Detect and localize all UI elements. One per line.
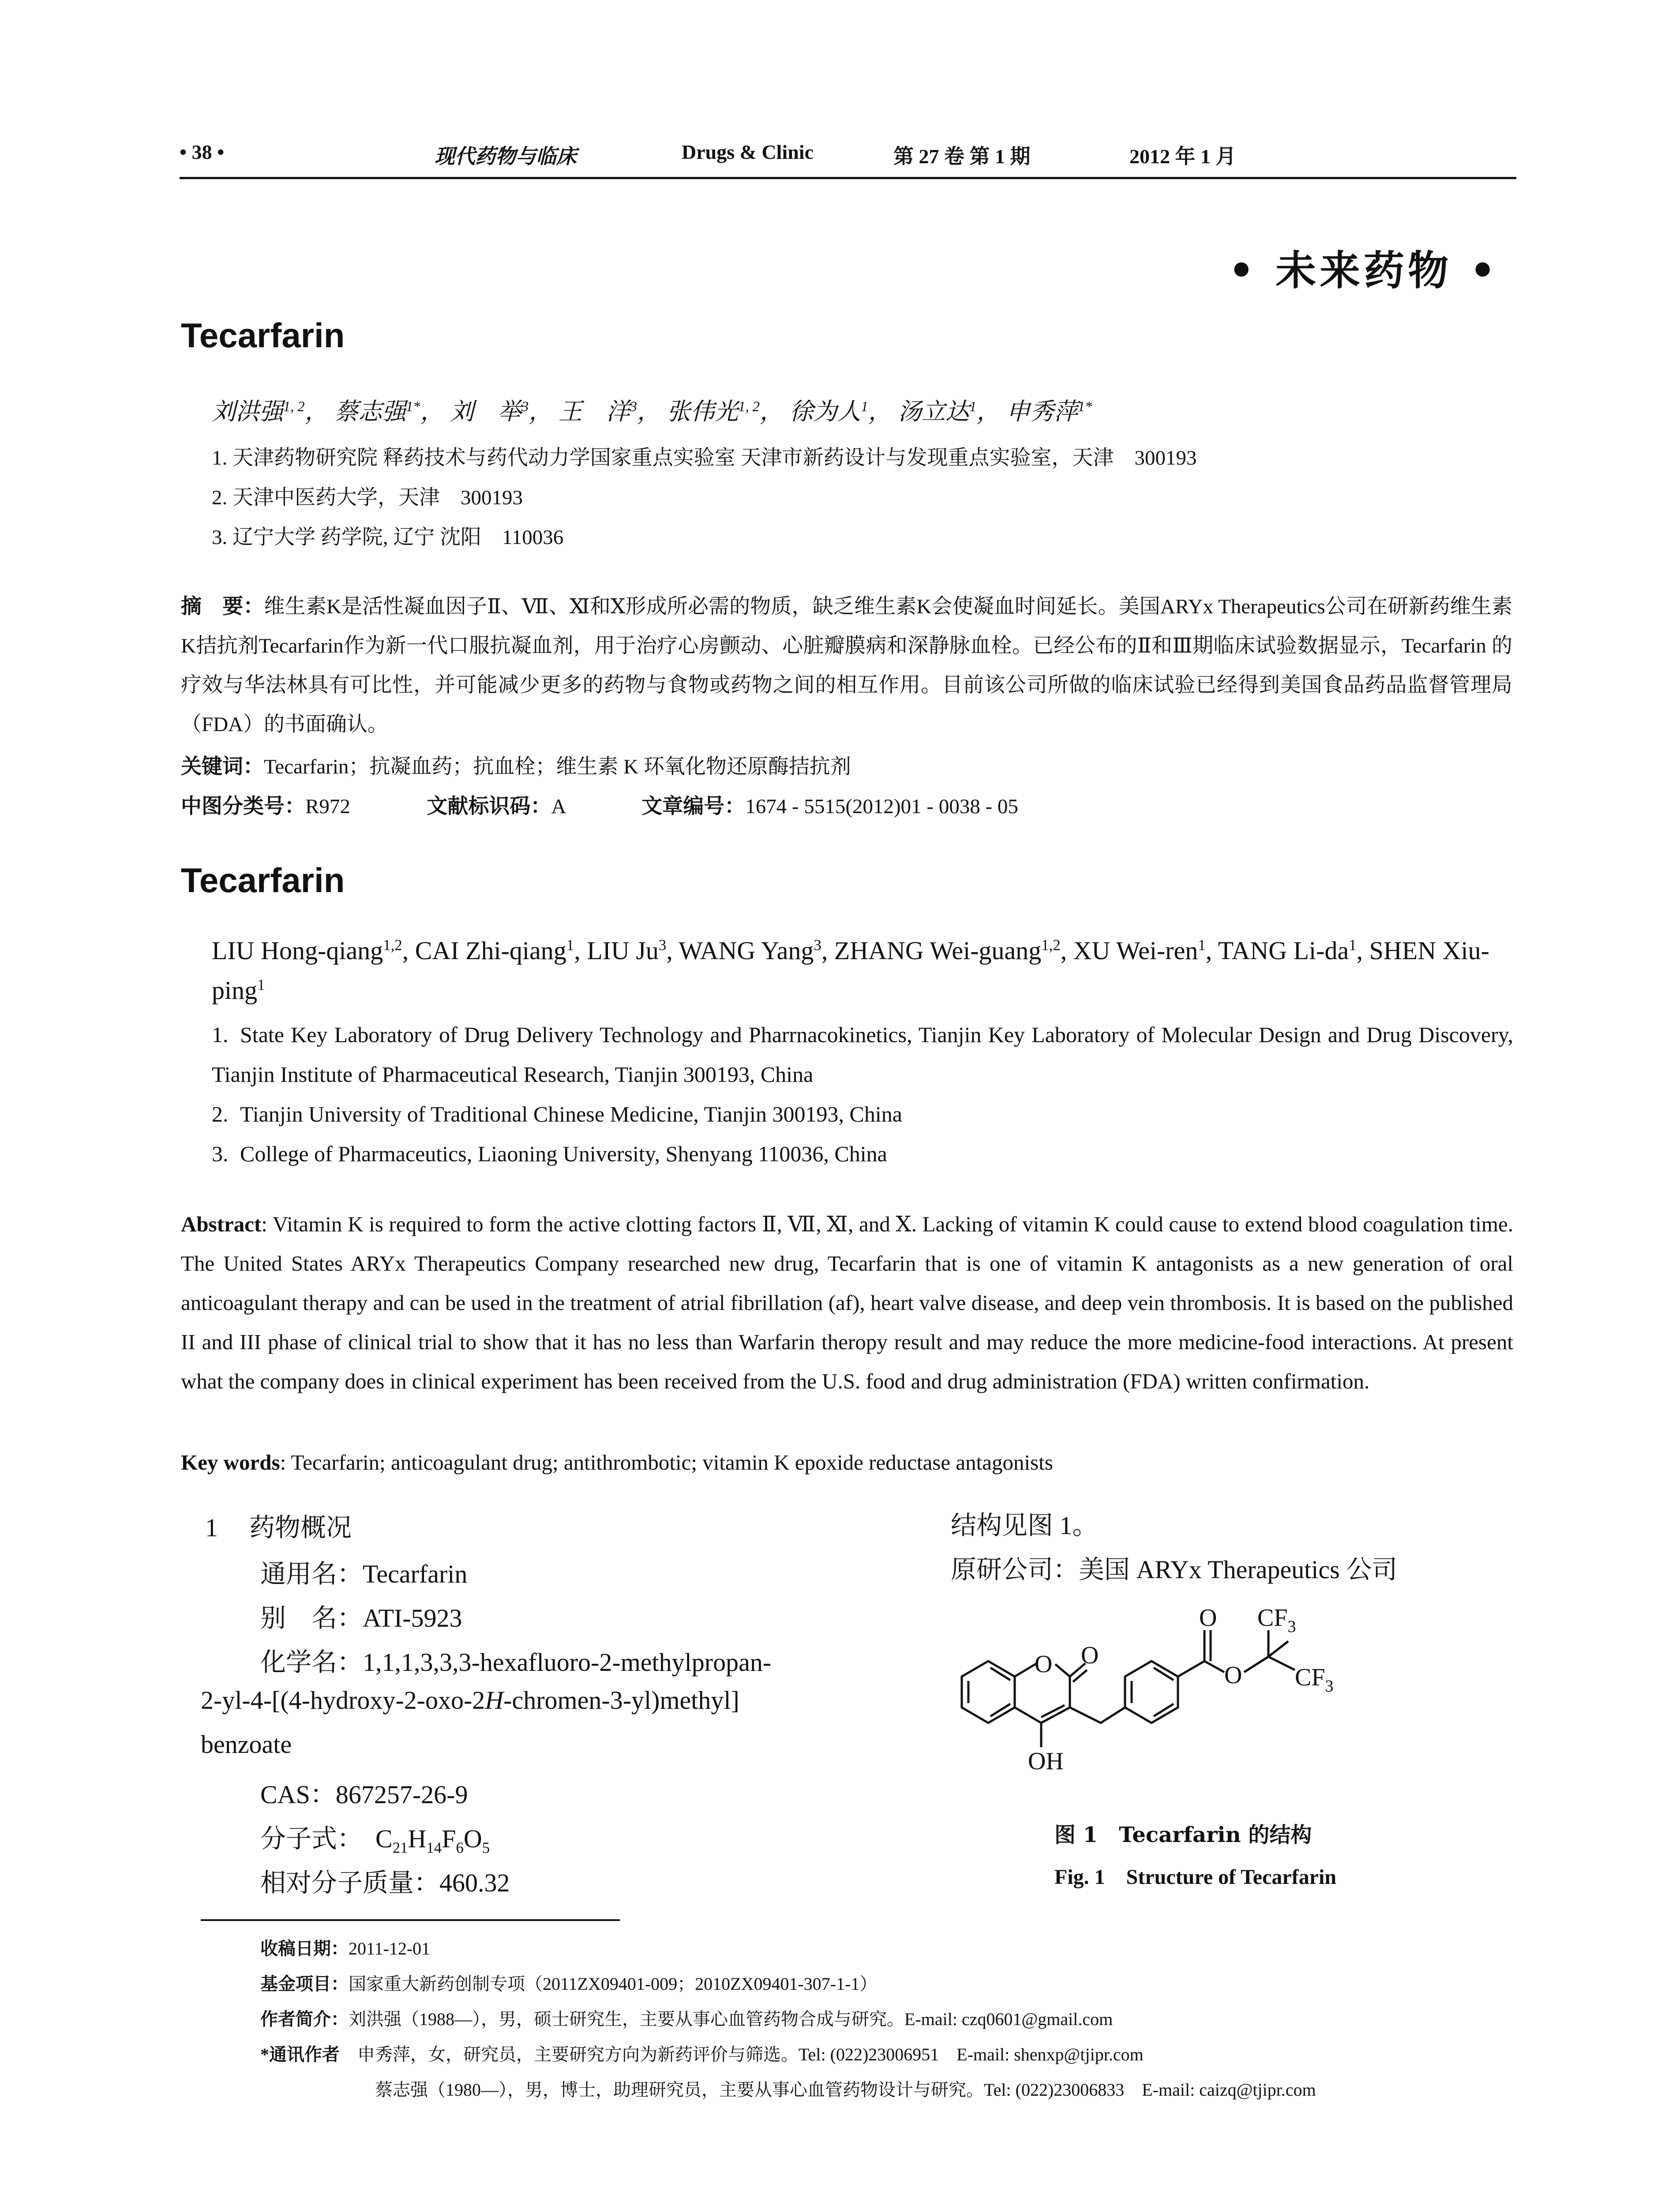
atom-label: O (1081, 1642, 1099, 1669)
benzo-double-bond (990, 1668, 1010, 1680)
section-number: 1 (205, 1513, 218, 1542)
author-aff: 3 (630, 399, 637, 415)
author-cn: 徐为人 (789, 398, 861, 425)
mw-value: 460.32 (439, 1868, 510, 1897)
author-aff: 1 (969, 399, 977, 415)
chem-line-2b: H (485, 1686, 504, 1715)
structure-reference: 结构见图 1。 (951, 1511, 1098, 1540)
author-aff: 1,2 (1041, 936, 1061, 954)
author-aff: 3 (521, 399, 529, 415)
keywords-en-text: : Tecarfarin; anticoagulant drug; antithrombotic; vitamin K epoxide reductase antagonists (280, 1450, 1053, 1474)
benzo-ring (962, 1661, 1015, 1723)
author-aff: 1,2 (383, 936, 402, 954)
article-no-label: 文章编号： (641, 794, 746, 818)
abstract-en-text: : Vitamin K is required to form the active clotting factors Ⅱ, Ⅶ, Ⅺ, and Ⅹ. Lacking of vitamin K could cause to extend blood coagulation time. The United States ARYx Therapeutics Company researched new drug, Tecarfarin that is one of vitamin K antagonists as a new generation of oral anticoagulant therapy and can be used in the treatment of atrial fibrillation (af), heart valve disease, and deep vein thrombosis. It is based on the published II and III phase of clinical trial to show that it has no less than Warfarin theropy result and may reduce the more medicine-food interactions. At present what the company does in clinical experiment has been received from the U.S. food and drug administration (FDA) written confirmation. (181, 1212, 1513, 1393)
abstract-en-label: Abstract (181, 1212, 262, 1236)
affiliation-cn-2: 2. 天津中医药大学，天津 300193 (212, 486, 523, 509)
keywords-cn-text: Tecarfarin；抗凝血药；抗血栓；维生素 K 环氧化物还原酶拮抗剂 (264, 755, 851, 778)
author-aff: 3 (814, 936, 821, 954)
formula-h: 14 (426, 1839, 442, 1857)
figure-caption-en: Fig. 1 Structure of Tecarfarin (1054, 1865, 1337, 1889)
cf3-subscript: 3 (1325, 1677, 1334, 1696)
formula-label: 分子式： (260, 1824, 363, 1853)
molecular-weight (260, 1862, 510, 1899)
corresponding-label: *通讯作者 (260, 2045, 340, 2064)
mw-label: 相对分子质量： (260, 1868, 440, 1897)
received-value: 2011-12-01 (349, 1939, 431, 1958)
o-quaternary-c-bond (1244, 1657, 1268, 1672)
phenyl-ring (1125, 1661, 1178, 1723)
generic-label: 通用名： (260, 1560, 363, 1588)
doc-code-value: A (551, 795, 565, 818)
author-aff: 1 (257, 976, 265, 994)
phenyl-double-bond (1154, 1668, 1174, 1680)
article-no-value: 1674 - 5515(2012)01 - 0038 - 05 (745, 795, 1018, 818)
atom-label (1257, 1604, 1296, 1636)
author-cn: 刘 举 (450, 398, 521, 425)
footnote-funding (260, 1970, 877, 1995)
aff-num: 3. (212, 1141, 229, 1166)
author-cn: 刘洪强 (212, 398, 283, 425)
atom-label: O (1199, 1604, 1217, 1632)
affiliation-en-1 (212, 1015, 1513, 1094)
header-rule (180, 177, 1516, 179)
author-aff: 1* (1077, 399, 1092, 415)
keywords-en-label: Key words (181, 1450, 280, 1474)
aff-num: 2. (212, 1102, 229, 1126)
abstract-cn-label: 摘 要： (181, 594, 264, 619)
article-title-cn: Tecarfarin (181, 316, 345, 355)
clc-value: R972 (305, 795, 350, 818)
abstract-en (181, 1204, 1513, 1401)
atom-label (1295, 1664, 1334, 1696)
footnote-author-bio (260, 2005, 1113, 2030)
affiliation-en-2 (212, 1094, 1513, 1134)
abstract-cn (181, 587, 1512, 744)
section-heading (205, 1507, 352, 1544)
author-en: XU Wei-ren (1073, 936, 1198, 965)
journal-name-en: Drugs & Clinic (682, 141, 814, 163)
methyl-bond (1268, 1641, 1288, 1657)
received-label: 收稿日期： (260, 1939, 349, 1958)
formula-f: 6 (456, 1839, 464, 1857)
author-aff: 1 (861, 399, 868, 415)
author-cn: 王 洋 (558, 398, 630, 425)
author-en: LIU Hong-qiang (212, 936, 383, 965)
alias (260, 1597, 462, 1634)
keywords-cn (181, 750, 851, 780)
cas-label: CAS： (260, 1780, 336, 1809)
author-en: TANG Li-da (1218, 936, 1349, 965)
ester-c-bond (1178, 1661, 1204, 1677)
classification-line (181, 790, 1018, 819)
footnote-received (260, 1935, 430, 1960)
formula-o: 5 (482, 1839, 490, 1857)
author-en: ZHANG Wei-guang (834, 936, 1042, 965)
cf3-right-bond (1268, 1657, 1295, 1670)
benzo-double-bond (990, 1704, 1010, 1716)
phenyl-double-bond (1154, 1704, 1174, 1716)
aff-text: Tianjin University of Traditional Chinese Medicine, Tianjin 300193, China (240, 1102, 902, 1126)
keywords-en (181, 1443, 1513, 1482)
footnote-corresponding (260, 2041, 1144, 2066)
molecular-formula: 分子式： $C_{21}H_{14}F_6O_5$ (260, 1824, 490, 1857)
chem-line-1: 1,1,1,3,3,3-hexafluoro-2-methylpropan- (363, 1648, 772, 1677)
author-aff: 1, 2 (738, 399, 760, 415)
footnote-rule (201, 1919, 620, 1921)
chem-label: 化学名： (260, 1648, 363, 1677)
authors-en: LIU Hong-qiang$^{1,2}$, CAI Zhi-qiang$^1$, LIU Ju$^3$, WANG Yang$^3$, ZHANG Wei-guang$^{1,2}$, XU Wei-ren$^1$, TANG $Li-da^1$, SHEN Xiu-ping$^1$ (212, 936, 1489, 1005)
original-developer (951, 1549, 1397, 1586)
chem-line-2a: 2-yl-4-[(4-hydroxy-2-oxo-2 (201, 1686, 485, 1715)
atom-label: O (1035, 1651, 1053, 1678)
cf3-right-label: CF (1295, 1664, 1325, 1691)
author-aff: 1 (1198, 936, 1206, 954)
ester-o-bond (1204, 1661, 1224, 1672)
affiliation-cn-1: 1. 天津药物研究院 释药技术与药代动力学国家重点实验室 天津市新药设计与发现重点实验室，天津 300193 (212, 446, 1197, 469)
formula-c: 21 (392, 1839, 408, 1857)
doc-code-label: 文献标识码： (427, 794, 551, 818)
aff-num: 1. (212, 1022, 229, 1047)
figure-caption-cn: 图 1 Tecarfarin 的结构 (1054, 1823, 1312, 1847)
aff-text: College of Pharmaceutics, Liaoning University, Shenyang 110036, China (240, 1141, 887, 1166)
atom-label: O (1224, 1662, 1242, 1689)
clc-label: 中图分类号： (181, 794, 305, 818)
cas-value: 867257-26-9 (335, 1780, 468, 1809)
author-cn: 汤立达 (898, 398, 970, 425)
alias-label: 别 名： (260, 1604, 363, 1632)
authors-cn: 刘洪强$^{1, 2}$， 蔡志强$^{1*}$， 刘 举$^3$， 王 洋$^3$， 张伟光$^{1, 2}$， 徐为人$^1$， 汤立达$^1$， 申秀萍$^{1*}$ (212, 398, 1092, 425)
affiliation-cn-3: 3. 辽宁大学 药学院, 辽宁 沈阳 110036 (212, 526, 564, 549)
author-cn: 蔡志强 (334, 398, 406, 425)
article-title-en: Tecarfarin (181, 861, 345, 900)
author-en: CAI Zhi-qiang (415, 936, 566, 965)
generic-name (260, 1553, 467, 1590)
author-aff: 3 (658, 936, 667, 954)
bio-value: 刘洪强（1988—），男，硕士研究生，主要从事心血管药物合成与研究。E-mail: czq0601@gmail.com (349, 2009, 1113, 2029)
journal-name-cn: 现代药物与临床 (435, 144, 577, 168)
funding-label: 基金项目： (260, 1974, 349, 1994)
affiliation-en-3 (212, 1134, 1513, 1174)
author-en: SHEN Xiu-ping (212, 936, 1489, 1005)
cf3-subscript: 3 (1287, 1617, 1296, 1636)
developer-value: 美国 ARYx Therapeutics 公司 (1079, 1555, 1398, 1584)
author-aff: 1, 2 (283, 399, 305, 415)
footnote-corresponding-2: 蔡志强（1980—），男，博士，助理研究员，主要从事心血管药物设计与研究。Tel: (022)23006833 E-mail: caizq@tjipr.com (375, 2080, 1316, 2100)
author-en: WANG Yang (679, 936, 814, 965)
author-cn: 申秀萍 (1006, 398, 1078, 425)
cas-number (260, 1774, 468, 1811)
chem-line-2c: -chromen-3-yl)methyl] (503, 1686, 739, 1715)
section-title: 药物概况 (249, 1512, 352, 1542)
alias-value: ATI-5923 (363, 1604, 462, 1632)
chemical-name-2 (201, 1685, 739, 1715)
abstract-cn-text: 维生素K是活性凝血因子Ⅱ、Ⅶ、Ⅺ和Ⅹ形成所必需的物质，缺乏维生素K会使凝血时间延长。美国ARYx Therapeutics公司在研新药维生素K拮抗剂Tecarfarin作为新一代口服抗凝血剂，用于治疗心房颤动、心脏瓣膜病和深静脉血栓。已经公布的Ⅱ和Ⅲ期临床试验数据显示，Tecarfarin 的疗效与华法林具有可比性，并可能减少更多的药物与食物或药物之间的相互作用。目前该公司所做的临床试验已经得到美国食品药品监督管理局（FDA）的书面确认。 (181, 595, 1512, 736)
issue-date: 2012 年 1 月 (1129, 145, 1236, 168)
author-aff: 1* (406, 399, 420, 415)
aff-text: State Key Laboratory of Drug Delivery Technology and Pharrnacokinetics, Tianjin Key Laboratory of Molecular Design and Drug Discovery, Tianjin Institute of Pharmaceutical Research, Tianjin 300193, China (212, 1022, 1513, 1087)
column-title: • 未来药物 • (1228, 247, 1499, 294)
cf3-top-label: CF (1257, 1604, 1288, 1632)
keywords-cn-label: 关键词： (181, 754, 264, 779)
corresponding-1: 申秀萍，女，研究员，主要研究方向为新药评价与筛选。Tel: (022)23006951 E-mail: shenxp@tjipr.com (357, 2045, 1144, 2064)
generic-value: Tecarfarin (363, 1560, 468, 1588)
methylene-bridge (1070, 1707, 1125, 1723)
author-en: LIU Ju (587, 936, 659, 965)
author-cn: 张伟光 (667, 398, 739, 425)
author-aff: 1 (566, 936, 574, 954)
volume-issue: 第 27 卷 第 1 期 (893, 145, 1031, 168)
tecarfarin-structure-figure (953, 1597, 1460, 1791)
author-aff: 1 (1349, 936, 1357, 954)
bio-label: 作者简介： (260, 2009, 349, 2029)
ring-o-bond (1015, 1663, 1037, 1677)
chemical-name-3: benzoate (201, 1730, 292, 1759)
funding-value: 国家重大新药创制专项（2011ZX09401-009；2010ZX09401-307-1-1） (349, 1974, 878, 1994)
page-number: • 38 • (180, 141, 225, 163)
chemical-name-1 (260, 1641, 771, 1678)
developer-label: 原研公司： (951, 1555, 1079, 1584)
atom-label: OH (1028, 1748, 1064, 1775)
